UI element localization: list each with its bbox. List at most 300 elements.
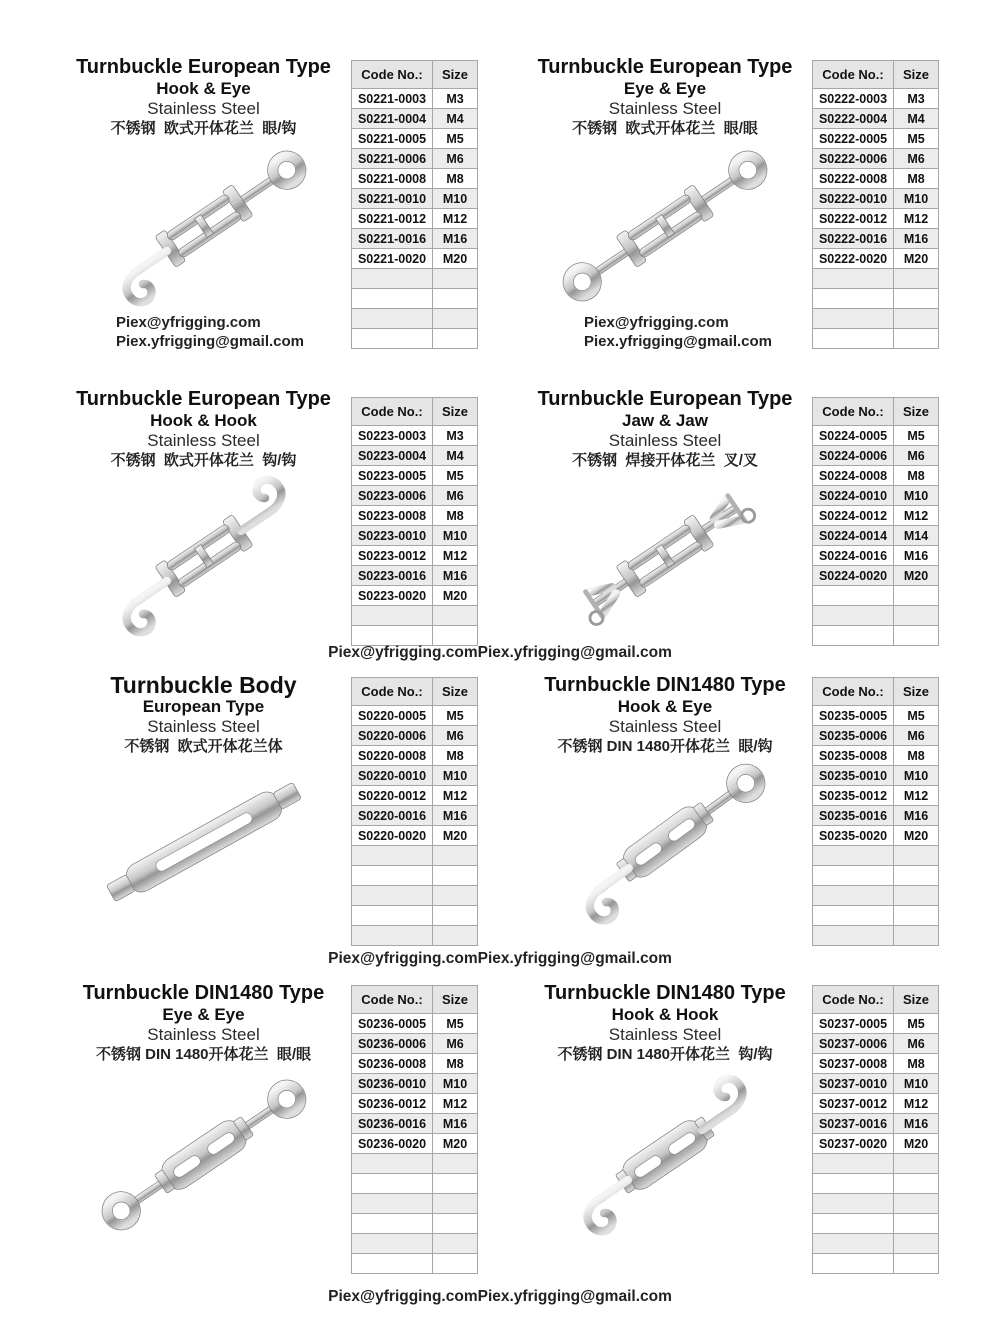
size-cell: M12 xyxy=(894,1094,939,1114)
code-cell: S0224-0006 xyxy=(813,446,894,466)
empty-cell xyxy=(813,1234,894,1254)
product-subtitle: Hook & Hook xyxy=(611,1005,719,1024)
table-row xyxy=(352,149,478,169)
table-row xyxy=(813,786,939,806)
product-material: Stainless Steel xyxy=(608,1025,722,1044)
product-title: Turnbuckle European Type xyxy=(76,56,331,78)
empty-cell xyxy=(813,586,894,606)
size-cell: M6 xyxy=(433,1034,478,1054)
product-material: Stainless Steel xyxy=(147,1025,260,1044)
table-row xyxy=(813,169,939,189)
empty-cell xyxy=(433,329,478,349)
empty-cell xyxy=(813,846,894,866)
code-cell: S0237-0008 xyxy=(813,1054,894,1074)
email-address: Piex@yfrigging.com xyxy=(584,314,729,331)
table-row xyxy=(352,1014,478,1034)
code-cell: S0223-0012 xyxy=(352,546,433,566)
size-cell: M8 xyxy=(433,1054,478,1074)
empty-row xyxy=(813,1154,939,1174)
code-cell: S0235-0005 xyxy=(813,706,894,726)
empty-row xyxy=(813,1194,939,1214)
product-material: Stainless Steel xyxy=(608,717,722,736)
table-row xyxy=(352,426,478,446)
size-cell: M5 xyxy=(894,706,939,726)
table-row xyxy=(813,706,939,726)
table-row xyxy=(813,1134,939,1154)
table-row xyxy=(352,109,478,129)
product-subtitle: Hook & Eye xyxy=(617,697,713,716)
code-cell: S0235-0012 xyxy=(813,786,894,806)
empty-cell xyxy=(352,846,433,866)
column-header: Code No.: xyxy=(813,678,894,706)
size-cell: M8 xyxy=(894,1054,939,1074)
code-cell: S0237-0016 xyxy=(813,1114,894,1134)
product-section xyxy=(0,56,500,351)
product-material: Stainless Steel xyxy=(608,99,722,118)
product-section xyxy=(0,982,500,1274)
empty-cell xyxy=(813,886,894,906)
product-description-cn: 不锈钢 DIN 1480开体花兰 眼/钩 xyxy=(557,738,773,755)
table-row xyxy=(813,746,939,766)
table-row xyxy=(352,726,478,746)
catalog-row-3 xyxy=(0,665,1000,975)
empty-row xyxy=(352,1214,478,1234)
empty-cell xyxy=(813,626,894,646)
empty-cell xyxy=(433,1154,478,1174)
code-cell: S0236-0005 xyxy=(352,1014,433,1034)
code-cell: S0222-0010 xyxy=(813,189,894,209)
empty-cell xyxy=(433,1214,478,1234)
table-header-row xyxy=(813,986,939,1014)
column-header: Code No.: xyxy=(813,986,894,1014)
size-cell: M4 xyxy=(433,109,478,129)
empty-row xyxy=(813,906,939,926)
size-cell: M16 xyxy=(894,229,939,249)
empty-cell xyxy=(894,626,939,646)
turnbuckle-jaw-and-jaw-photo xyxy=(518,471,812,641)
table-header-row xyxy=(352,986,478,1014)
code-cell: S0223-0004 xyxy=(352,446,433,466)
code-cell: S0220-0012 xyxy=(352,786,433,806)
size-cell: M14 xyxy=(894,526,939,546)
empty-row xyxy=(352,269,478,289)
column-header: Code No.: xyxy=(813,398,894,426)
empty-cell xyxy=(894,1254,939,1274)
column-header: Code No.: xyxy=(813,61,894,89)
size-cell: M6 xyxy=(433,149,478,169)
table-row xyxy=(813,1114,939,1134)
size-cell: M10 xyxy=(433,189,478,209)
empty-cell xyxy=(352,1154,433,1174)
size-cell: M12 xyxy=(894,209,939,229)
table-header-row xyxy=(352,678,478,706)
size-cell: M5 xyxy=(433,466,478,486)
empty-row xyxy=(813,846,939,866)
size-cell: M16 xyxy=(894,806,939,826)
table-row xyxy=(813,129,939,149)
table-row xyxy=(813,526,939,546)
size-cell: M12 xyxy=(433,209,478,229)
table-row xyxy=(352,249,478,269)
code-cell: S0220-0010 xyxy=(352,766,433,786)
table-row xyxy=(813,1014,939,1034)
code-cell: S0220-0016 xyxy=(352,806,433,826)
product-section xyxy=(500,56,1000,351)
product-subtitle: Hook & Hook xyxy=(150,411,257,430)
empty-cell xyxy=(813,926,894,946)
size-cell: M12 xyxy=(433,546,478,566)
size-cell: M3 xyxy=(894,89,939,109)
empty-cell xyxy=(352,329,433,349)
empty-row xyxy=(352,866,478,886)
size-cell: M8 xyxy=(894,746,939,766)
table-row xyxy=(813,486,939,506)
empty-cell xyxy=(813,289,894,309)
table-row xyxy=(352,209,478,229)
product-section xyxy=(500,982,1000,1274)
column-header: Code No.: xyxy=(352,398,433,426)
code-cell: S0221-0012 xyxy=(352,209,433,229)
table-row xyxy=(813,1074,939,1094)
table-row xyxy=(813,426,939,446)
code-cell: S0224-0020 xyxy=(813,566,894,586)
empty-row xyxy=(352,1234,478,1254)
code-cell: S0221-0005 xyxy=(352,129,433,149)
size-cell: M12 xyxy=(894,506,939,526)
email-address: Piex.yfrigging@gmail.com xyxy=(116,333,304,350)
empty-cell xyxy=(813,1194,894,1214)
column-header: Size xyxy=(433,61,478,89)
empty-row xyxy=(352,606,478,626)
code-cell: S0223-0006 xyxy=(352,486,433,506)
size-cell: M20 xyxy=(894,826,939,846)
empty-row xyxy=(813,926,939,946)
din1480-eye-and-eye-photo xyxy=(56,1065,351,1245)
product-title: Turnbuckle European Type xyxy=(537,56,793,78)
size-cell: M16 xyxy=(894,1114,939,1134)
product-subtitle: Eye & Eye xyxy=(162,1005,245,1024)
product-description-cn: 不锈钢 欧式开体花兰 眼/钩 xyxy=(110,120,297,137)
empty-cell xyxy=(352,309,433,329)
spec-table xyxy=(812,985,939,1274)
size-cell: M20 xyxy=(433,1134,478,1154)
product-section xyxy=(0,674,500,946)
size-cell: M16 xyxy=(433,1114,478,1134)
empty-row xyxy=(813,1214,939,1234)
empty-cell xyxy=(894,906,939,926)
empty-row xyxy=(352,1194,478,1214)
empty-cell xyxy=(894,1194,939,1214)
product-material: Stainless Steel xyxy=(147,717,260,736)
table-row xyxy=(352,1054,478,1074)
empty-cell xyxy=(352,1174,433,1194)
row-footer-email: Piex@yfrigging.comPiex.yfrigging@gmail.com xyxy=(328,644,672,661)
empty-cell xyxy=(813,1154,894,1174)
size-cell: M8 xyxy=(433,506,478,526)
table-row xyxy=(352,129,478,149)
empty-row xyxy=(813,1174,939,1194)
product-title: Turnbuckle Body xyxy=(110,672,297,698)
spec-table xyxy=(351,397,478,646)
empty-row xyxy=(352,846,478,866)
table-row xyxy=(352,766,478,786)
code-cell: S0237-0020 xyxy=(813,1134,894,1154)
empty-cell xyxy=(433,926,478,946)
spec-table xyxy=(351,985,478,1274)
empty-cell xyxy=(894,886,939,906)
empty-cell xyxy=(894,866,939,886)
spec-table xyxy=(351,677,478,946)
empty-cell xyxy=(894,329,939,349)
code-cell: S0223-0010 xyxy=(352,526,433,546)
product-subtitle: European Type xyxy=(142,697,265,716)
size-cell: M16 xyxy=(894,546,939,566)
empty-cell xyxy=(433,906,478,926)
empty-cell xyxy=(894,1174,939,1194)
table-row xyxy=(813,506,939,526)
table-header-row xyxy=(813,398,939,426)
table-row xyxy=(813,726,939,746)
product-section xyxy=(500,388,1000,646)
empty-cell xyxy=(894,1214,939,1234)
table-row xyxy=(352,1114,478,1134)
code-cell: S0235-0006 xyxy=(813,726,894,746)
size-cell: M4 xyxy=(433,446,478,466)
size-cell: M6 xyxy=(894,1034,939,1054)
code-cell: S0223-0003 xyxy=(352,426,433,446)
column-header: Code No.: xyxy=(352,678,433,706)
code-cell: S0224-0008 xyxy=(813,466,894,486)
column-header: Size xyxy=(433,678,478,706)
empty-cell xyxy=(894,1234,939,1254)
table-row xyxy=(352,786,478,806)
code-cell: S0236-0012 xyxy=(352,1094,433,1114)
size-cell: M16 xyxy=(433,806,478,826)
table-row xyxy=(352,1094,478,1114)
table-row xyxy=(352,189,478,209)
code-cell: S0236-0016 xyxy=(352,1114,433,1134)
empty-cell xyxy=(813,1254,894,1274)
size-cell: M20 xyxy=(894,566,939,586)
empty-row xyxy=(352,289,478,309)
code-cell: S0221-0008 xyxy=(352,169,433,189)
code-cell: S0222-0004 xyxy=(813,109,894,129)
code-cell: S0224-0010 xyxy=(813,486,894,506)
code-cell: S0223-0005 xyxy=(352,466,433,486)
code-cell: S0235-0020 xyxy=(813,826,894,846)
size-cell: M8 xyxy=(894,169,939,189)
empty-row xyxy=(813,329,939,349)
size-cell: M5 xyxy=(433,1014,478,1034)
empty-row xyxy=(813,886,939,906)
code-cell: S0236-0008 xyxy=(352,1054,433,1074)
empty-row xyxy=(813,606,939,626)
table-row xyxy=(813,229,939,249)
empty-row xyxy=(813,1234,939,1254)
product-title: Turnbuckle DIN1480 Type xyxy=(544,674,786,696)
code-cell: S0222-0008 xyxy=(813,169,894,189)
size-cell: M10 xyxy=(894,486,939,506)
catalog-row-4 xyxy=(0,975,1000,1327)
size-cell: M12 xyxy=(433,1094,478,1114)
table-row xyxy=(352,566,478,586)
table-row xyxy=(352,826,478,846)
empty-cell xyxy=(352,1234,433,1254)
table-row xyxy=(813,826,939,846)
code-cell: S0221-0003 xyxy=(352,89,433,109)
empty-cell xyxy=(352,289,433,309)
empty-cell xyxy=(813,606,894,626)
size-cell: M20 xyxy=(433,249,478,269)
table-row xyxy=(352,526,478,546)
size-cell: M6 xyxy=(894,726,939,746)
turnbuckle-hook-and-hook-photo xyxy=(56,471,351,641)
empty-cell xyxy=(433,846,478,866)
empty-row xyxy=(352,1254,478,1274)
table-row xyxy=(813,1034,939,1054)
table-row xyxy=(352,229,478,249)
code-cell: S0223-0008 xyxy=(352,506,433,526)
size-cell: M20 xyxy=(894,249,939,269)
code-cell: S0235-0016 xyxy=(813,806,894,826)
empty-row xyxy=(813,866,939,886)
code-cell: S0223-0020 xyxy=(352,586,433,606)
empty-row xyxy=(352,886,478,906)
size-cell: M10 xyxy=(433,526,478,546)
size-cell: M8 xyxy=(894,466,939,486)
empty-row xyxy=(352,926,478,946)
code-cell: S0222-0020 xyxy=(813,249,894,269)
size-cell: M20 xyxy=(433,586,478,606)
table-row xyxy=(352,466,478,486)
table-row xyxy=(813,1054,939,1074)
table-row xyxy=(813,446,939,466)
size-cell: M6 xyxy=(433,726,478,746)
size-cell: M8 xyxy=(433,746,478,766)
code-cell: S0235-0008 xyxy=(813,746,894,766)
column-header: Size xyxy=(433,398,478,426)
size-cell: M5 xyxy=(894,426,939,446)
table-row xyxy=(352,586,478,606)
product-description-cn: 不锈钢 DIN 1480开体花兰 眼/眼 xyxy=(95,1046,312,1063)
column-header: Code No.: xyxy=(352,986,433,1014)
empty-cell xyxy=(433,1194,478,1214)
size-cell: M3 xyxy=(433,426,478,446)
table-row xyxy=(813,766,939,786)
empty-cell xyxy=(894,1154,939,1174)
code-cell: S0222-0016 xyxy=(813,229,894,249)
catalog-row-2 xyxy=(0,375,1000,665)
code-cell: S0224-0016 xyxy=(813,546,894,566)
spec-table xyxy=(351,60,478,349)
code-cell: S0237-0005 xyxy=(813,1014,894,1034)
table-row xyxy=(813,89,939,109)
empty-cell xyxy=(433,626,478,646)
empty-row xyxy=(813,309,939,329)
empty-cell xyxy=(433,1234,478,1254)
product-description-cn: 不锈钢 欧式开体花兰 钩/钩 xyxy=(110,452,297,469)
code-cell: S0237-0012 xyxy=(813,1094,894,1114)
table-row xyxy=(813,466,939,486)
table-row xyxy=(352,706,478,726)
column-header: Size xyxy=(433,986,478,1014)
code-cell: S0237-0010 xyxy=(813,1074,894,1094)
product-title: Turnbuckle DIN1480 Type xyxy=(544,982,786,1004)
empty-row xyxy=(813,586,939,606)
code-cell: S0222-0012 xyxy=(813,209,894,229)
empty-cell xyxy=(894,289,939,309)
product-description-cn: 不锈钢 焊接开体花兰 叉/叉 xyxy=(572,452,758,469)
size-cell: M12 xyxy=(894,786,939,806)
table-row xyxy=(352,89,478,109)
table-row xyxy=(813,109,939,129)
empty-cell xyxy=(894,926,939,946)
empty-cell xyxy=(813,1214,894,1234)
size-cell: M5 xyxy=(433,129,478,149)
empty-cell xyxy=(352,926,433,946)
empty-cell xyxy=(433,866,478,886)
product-subtitle: Eye & Eye xyxy=(623,79,707,98)
empty-row xyxy=(813,289,939,309)
table-row xyxy=(352,1074,478,1094)
size-cell: M10 xyxy=(894,1074,939,1094)
din1480-hook-and-hook-photo xyxy=(518,1065,812,1245)
empty-cell xyxy=(352,1214,433,1234)
size-cell: M20 xyxy=(894,1134,939,1154)
size-cell: M16 xyxy=(433,566,478,586)
column-header: Size xyxy=(894,986,939,1014)
empty-cell xyxy=(352,886,433,906)
product-description-cn: 不锈钢 欧式开体花兰体 xyxy=(124,738,283,755)
code-cell: S0220-0008 xyxy=(352,746,433,766)
turnbuckle-eye-and-eye-photo xyxy=(518,139,812,313)
spec-table xyxy=(812,397,939,646)
table-row xyxy=(813,209,939,229)
empty-cell xyxy=(433,309,478,329)
code-cell: S0223-0016 xyxy=(352,566,433,586)
table-row xyxy=(813,566,939,586)
empty-row xyxy=(352,626,478,646)
code-cell: S0222-0006 xyxy=(813,149,894,169)
table-row xyxy=(352,806,478,826)
size-cell: M16 xyxy=(433,229,478,249)
product-material: Stainless Steel xyxy=(147,99,260,118)
table-header-row xyxy=(352,61,478,89)
product-description-cn: 不锈钢 DIN 1480开体花兰 钩/钩 xyxy=(557,1046,773,1063)
product-description-cn: 不锈钢 欧式开体花兰 眼/眼 xyxy=(572,120,758,137)
empty-cell xyxy=(352,906,433,926)
empty-cell xyxy=(433,606,478,626)
code-cell: S0220-0020 xyxy=(352,826,433,846)
code-cell: S0221-0020 xyxy=(352,249,433,269)
empty-cell xyxy=(433,1254,478,1274)
spec-table xyxy=(812,60,939,349)
table-header-row xyxy=(813,678,939,706)
column-header: Size xyxy=(894,678,939,706)
table-row xyxy=(352,506,478,526)
size-cell: M6 xyxy=(894,149,939,169)
size-cell: M20 xyxy=(433,826,478,846)
empty-cell xyxy=(433,1174,478,1194)
product-title: Turnbuckle European Type xyxy=(76,388,331,410)
email-address: Piex@yfrigging.com xyxy=(116,314,261,331)
code-cell: S0221-0004 xyxy=(352,109,433,129)
row-footer-email: Piex@yfrigging.comPiex.yfrigging@gmail.com xyxy=(328,950,672,967)
table-row xyxy=(352,1034,478,1054)
table-header-row xyxy=(813,61,939,89)
product-title: Turnbuckle European Type xyxy=(537,388,793,410)
empty-row xyxy=(352,1174,478,1194)
